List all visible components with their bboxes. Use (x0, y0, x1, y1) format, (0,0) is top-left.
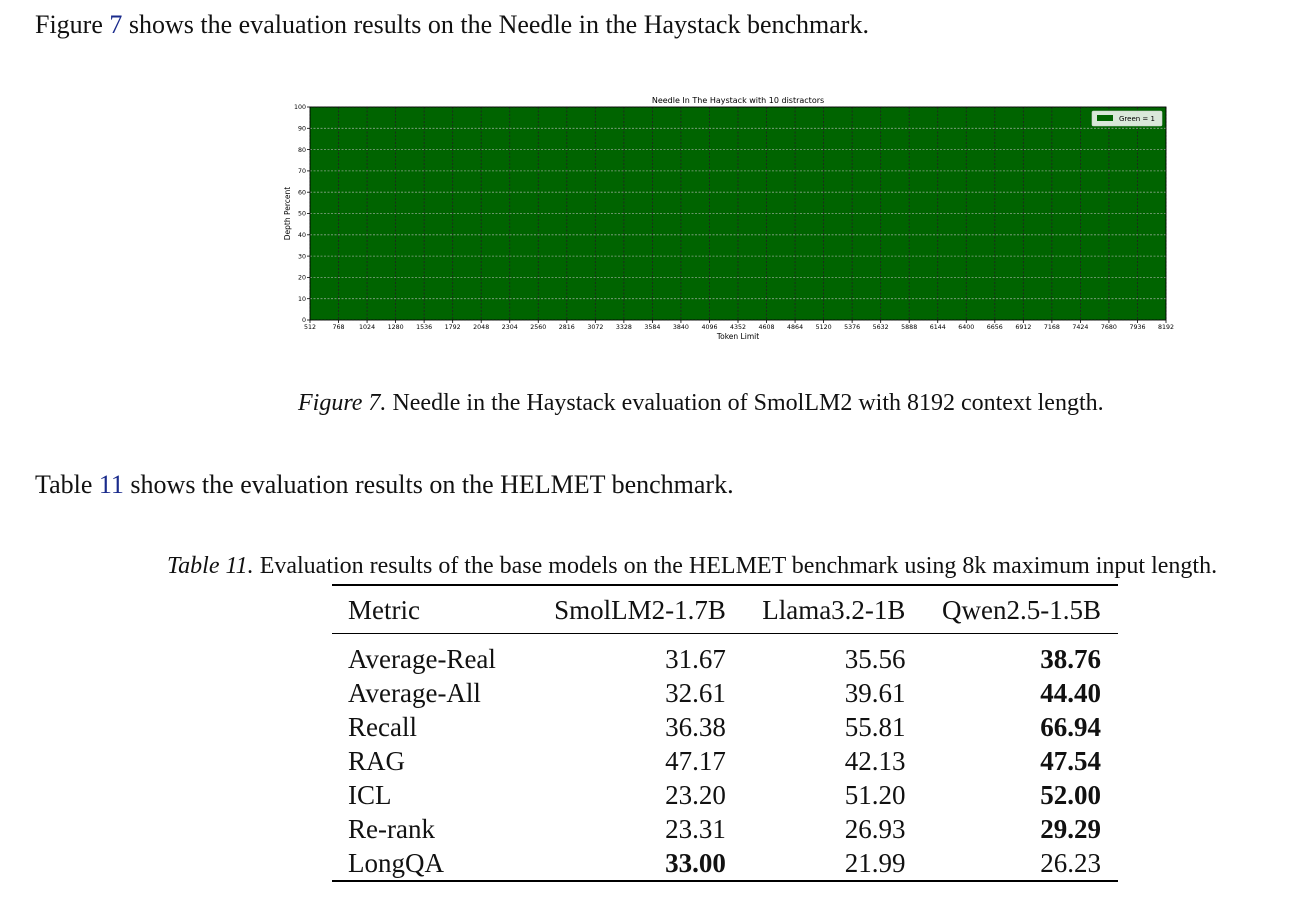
para2-text-post: shows the evaluation results on the HELMET benchmark. (123, 470, 734, 499)
y-axis-label: Depth Percent (283, 186, 292, 241)
x-tick-label: 4608 (758, 324, 775, 331)
table-row (332, 634, 1118, 677)
cell-qwen: 47.54 (1040, 746, 1101, 776)
row-metric: Recall (348, 712, 417, 742)
legend-label: Green = 1 (1119, 115, 1155, 123)
cell-smollm2: 36.38 (665, 712, 726, 742)
cell-qwen: 52.00 (1040, 780, 1101, 810)
x-tick-label: 5120 (815, 324, 832, 331)
x-tick-label: 3584 (644, 324, 661, 331)
y-tick-label: 0 (301, 317, 306, 325)
cell-smollm2: 47.17 (665, 746, 726, 776)
x-tick-label: 3840 (672, 324, 689, 331)
cell-smollm2: 33.00 (665, 848, 726, 878)
para2-text-pre: Table (35, 470, 99, 499)
y-tick-label: 80 (297, 146, 306, 154)
x-tick-label: 1024 (359, 324, 376, 331)
row-metric: Average-All (348, 678, 481, 708)
x-tick-label: 1280 (387, 324, 404, 331)
y-tick-label: 60 (297, 189, 306, 197)
x-tick-label: 6912 (1015, 324, 1032, 331)
y-tick-label: 90 (297, 125, 306, 133)
chart-title: Needle In The Haystack with 10 distractors (651, 96, 825, 105)
helmet-results-table (332, 584, 1118, 882)
intro-paragraph-table (35, 470, 734, 500)
table-caption-text: Evaluation results of the base models on the HELMET benchmark using 8k maximum input length. (259, 553, 1218, 579)
para1-text-post: shows the evaluation results on the Needle in the Haystack benchmark. (122, 10, 869, 39)
y-tick-label: 70 (297, 168, 306, 176)
table-row (332, 744, 1118, 778)
chart-svg (270, 92, 1182, 346)
x-tick-label: 5376 (844, 324, 861, 331)
x-tick-label: 3328 (615, 324, 632, 331)
needle-haystack-chart (270, 92, 1182, 346)
y-tick-label: 10 (297, 295, 306, 303)
x-tick-label: 7168 (1043, 324, 1060, 331)
table-row (332, 676, 1118, 710)
x-tick-label: 6144 (929, 324, 946, 331)
y-tick-label: 30 (297, 253, 306, 261)
x-tick-label: 2304 (501, 324, 518, 331)
cell-llama: 39.61 (844, 678, 906, 708)
x-tick-label: 2560 (530, 324, 547, 331)
x-tick-label: 6656 (986, 324, 1003, 331)
cell-qwen: 26.23 (1040, 848, 1101, 878)
y-tick-label: 100 (293, 104, 306, 112)
cell-llama: 42.13 (844, 746, 906, 776)
x-tick-label: 7936 (1129, 324, 1146, 331)
cell-llama: 55.81 (844, 712, 906, 742)
table-ref-link[interactable]: 11 (98, 470, 124, 499)
x-tick-label: 2816 (558, 324, 575, 331)
x-tick-label: 1536 (416, 324, 433, 331)
cell-llama: 26.93 (844, 814, 906, 844)
para1-text-pre: Figure (35, 10, 110, 39)
x-axis-label: Token Limit (716, 332, 760, 341)
row-metric: Average-Real (348, 644, 496, 674)
cell-llama: 21.99 (844, 848, 906, 878)
cell-qwen: 38.76 (1040, 644, 1101, 674)
header-metric: Metric (348, 594, 420, 625)
table-row (332, 778, 1118, 812)
x-tick-label: 768 (332, 324, 345, 331)
table-row (332, 812, 1118, 846)
x-tick-label: 1792 (444, 324, 461, 331)
x-tick-label: 512 (303, 324, 317, 331)
row-metric: ICL (348, 780, 392, 810)
figure-caption-text: Needle in the Haystack evaluation of SmolLM2 with 8192 context length. (392, 390, 1104, 416)
legend-swatch (1097, 115, 1113, 121)
cell-llama: 35.56 (844, 644, 906, 674)
table-caption (167, 552, 1217, 580)
table-row (332, 710, 1118, 744)
table-caption-label: Table 11. (167, 553, 254, 579)
x-tick-label: 6400 (958, 324, 975, 331)
row-metric: LongQA (348, 848, 444, 878)
y-tick-label: 20 (297, 274, 306, 282)
x-tick-label: 7680 (1100, 324, 1117, 331)
table-body (332, 634, 1118, 882)
intro-paragraph-figure (35, 10, 869, 40)
x-tick-label: 4096 (701, 324, 718, 331)
header-smollm2: SmolLM2-1.7B (554, 594, 726, 625)
cell-smollm2: 31.67 (665, 644, 726, 674)
x-tick-label: 7424 (1072, 324, 1089, 331)
x-tick-label: 5888 (901, 324, 918, 331)
header-llama: Llama3.2-1B (762, 594, 906, 625)
y-tick-label: 40 (297, 232, 306, 239)
header-qwen: Qwen2.5-1.5B (942, 594, 1101, 625)
cell-qwen: 66.94 (1040, 712, 1101, 742)
cell-qwen: 29.29 (1040, 814, 1101, 844)
row-metric: RAG (348, 746, 406, 776)
cell-smollm2: 32.61 (665, 678, 726, 708)
x-tick-label: 3072 (587, 324, 604, 331)
table-row (332, 846, 1118, 881)
y-tick-label: 50 (297, 210, 306, 218)
x-tick-label: 4864 (787, 324, 804, 331)
x-tick-label: 4352 (729, 324, 747, 331)
figure-caption-label: Figure 7. (298, 390, 387, 416)
cell-llama: 51.20 (844, 780, 906, 810)
cell-smollm2: 23.31 (665, 814, 726, 844)
x-tick-label: 8192 (1157, 324, 1175, 331)
x-tick-label: 5632 (872, 324, 889, 331)
cell-smollm2: 23.20 (665, 780, 726, 810)
x-tick-label: 2048 (473, 324, 490, 331)
figure-caption (298, 389, 1104, 417)
cell-qwen: 44.40 (1040, 678, 1101, 708)
table-header-row (332, 585, 1118, 634)
figure-ref-link[interactable]: 7 (109, 10, 123, 39)
row-metric: Re-rank (348, 814, 435, 844)
